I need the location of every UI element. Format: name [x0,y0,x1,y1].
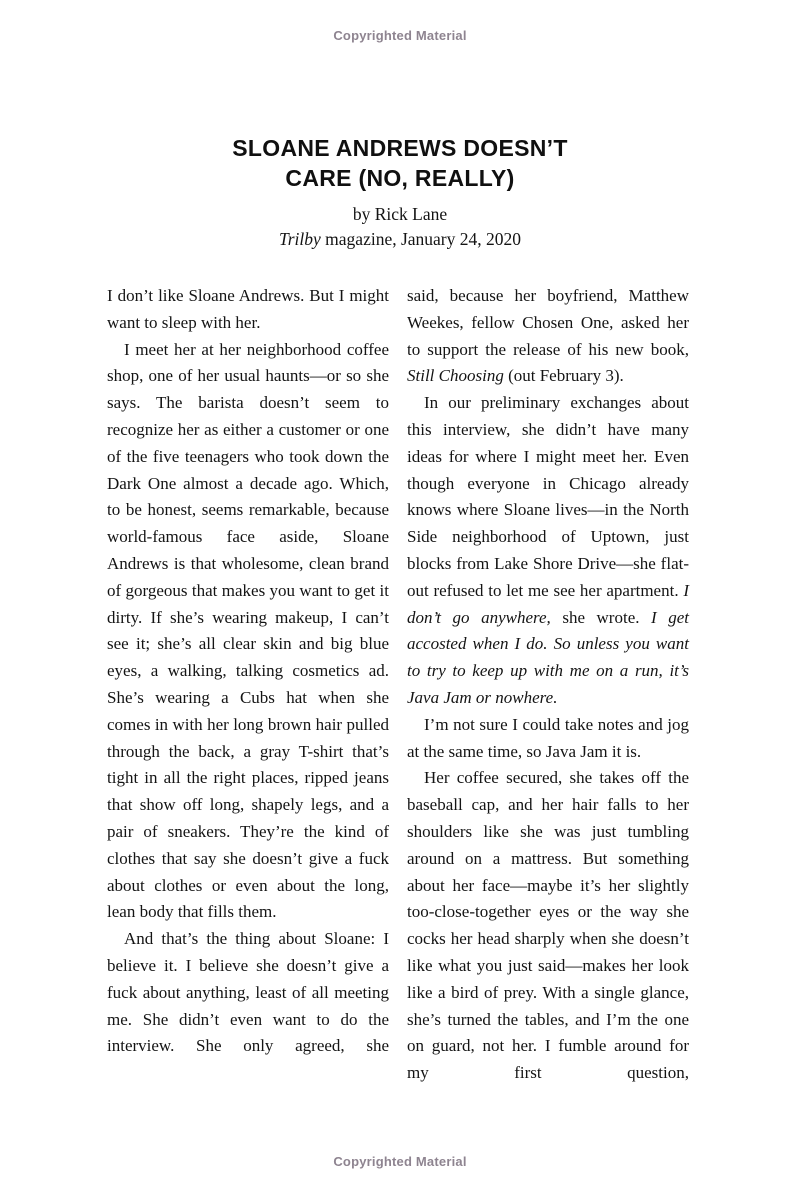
paragraph [107,337,389,927]
italic-text-segment: Still Choosing [407,366,504,386]
text-segment: said, because her boyfriend, Matthew Weekes, fellow Chosen One, asked her to support the release of his new book, [407,286,689,359]
text-segment: she wrote. [550,607,652,627]
article-body [107,283,689,1087]
text-segment: I’m not sure I could take notes and jog at the same time, so Java Jam it is. [407,714,689,761]
italic-text-segment: I get accosted when I do. So unless you want to try to keep up with me on a run, it’s Java Jam or nowhere. [407,607,689,707]
paragraph [107,926,389,1060]
text-segment: In our preliminary exchanges about this interview, she didn’t have many ideas for where I might meet her. Even though everyone in Chicago already knows where Sloane lives—in the North Side neighborhood of Uptown, just blocks from Lake Shore Drive—she flat-out refused to let me see her apartment. [407,393,689,600]
text-segment: I don’t like Sloane Andrews. But I might want to sleep with her. [107,286,389,332]
article-source [0,229,800,250]
text-segment: And that’s the thing about Sloane: I believe it. I believe she doesn’t give a fuck about anything, least of all meeting me. She didn’t even want to do the interview. She only agreed, she [107,929,389,1056]
article-title-line-2: CARE (NO, REALLY) [285,165,515,191]
right-column [407,283,689,1087]
source-date: magazine, January 24, 2020 [320,229,522,249]
text-segment: I meet her at her neighborhood coffee shop, one of her usual haunts—or so she says. The barista doesn’t seem to recognize her as either a customer or one of the five teenagers who took down the Dark One almost a decade ago. Which, to be honest, seems remarkable, because world-famous face aside, Sloane Andrews is that wholesome, clean brand of gorgeous that makes you want to get it dirty. If she’s wearing makeup, I can’t see it; she’s all clear skin and big blue eyes, a walking, talking cosmetics ad. She’s wearing a Cubs hat when she comes in with her long brown hair pulled through the back, a gray T-shirt that’s tight in all the right places, ripped jeans that show off long, shapely legs, and a pair of sneakers. They’re the kind of clothes that say she doesn’t give a fuck about clothes or even about the long, lean body that fills them. [107,339,389,922]
italic-text-segment: I don’t go anywhere, [407,580,689,627]
article-title-line-1: SLOANE ANDREWS DOESN’T [232,135,568,161]
copyright-notice-top: Copyrighted Material [333,28,467,43]
paragraph [407,283,689,390]
article-header [0,133,800,250]
article-byline: by Rick Lane [352,204,448,224]
paragraph [407,712,689,766]
magazine-name: Trilby [278,229,321,249]
paragraph [407,765,689,1087]
text-segment: Her coffee secured, she takes off the baseball cap, and her hair falls to her shoulders like she was just tumbling around on a mattress. But something about her face—maybe it’s her slightly too-close-together eyes or the way she cocks her head sharply when she doesn’t like what you just said—makes her look like a bird of prey. With a single glance, she’s turned the tables, and I’m the one on guard, not her. I fumble around for my first question, [407,768,689,1083]
article-title [0,133,800,193]
paragraph [107,283,389,337]
text-segment: (out February 3). [503,366,624,386]
copyright-notice-bottom: Copyrighted Material [333,1154,467,1169]
paragraph [407,390,689,712]
left-column [107,283,389,1087]
